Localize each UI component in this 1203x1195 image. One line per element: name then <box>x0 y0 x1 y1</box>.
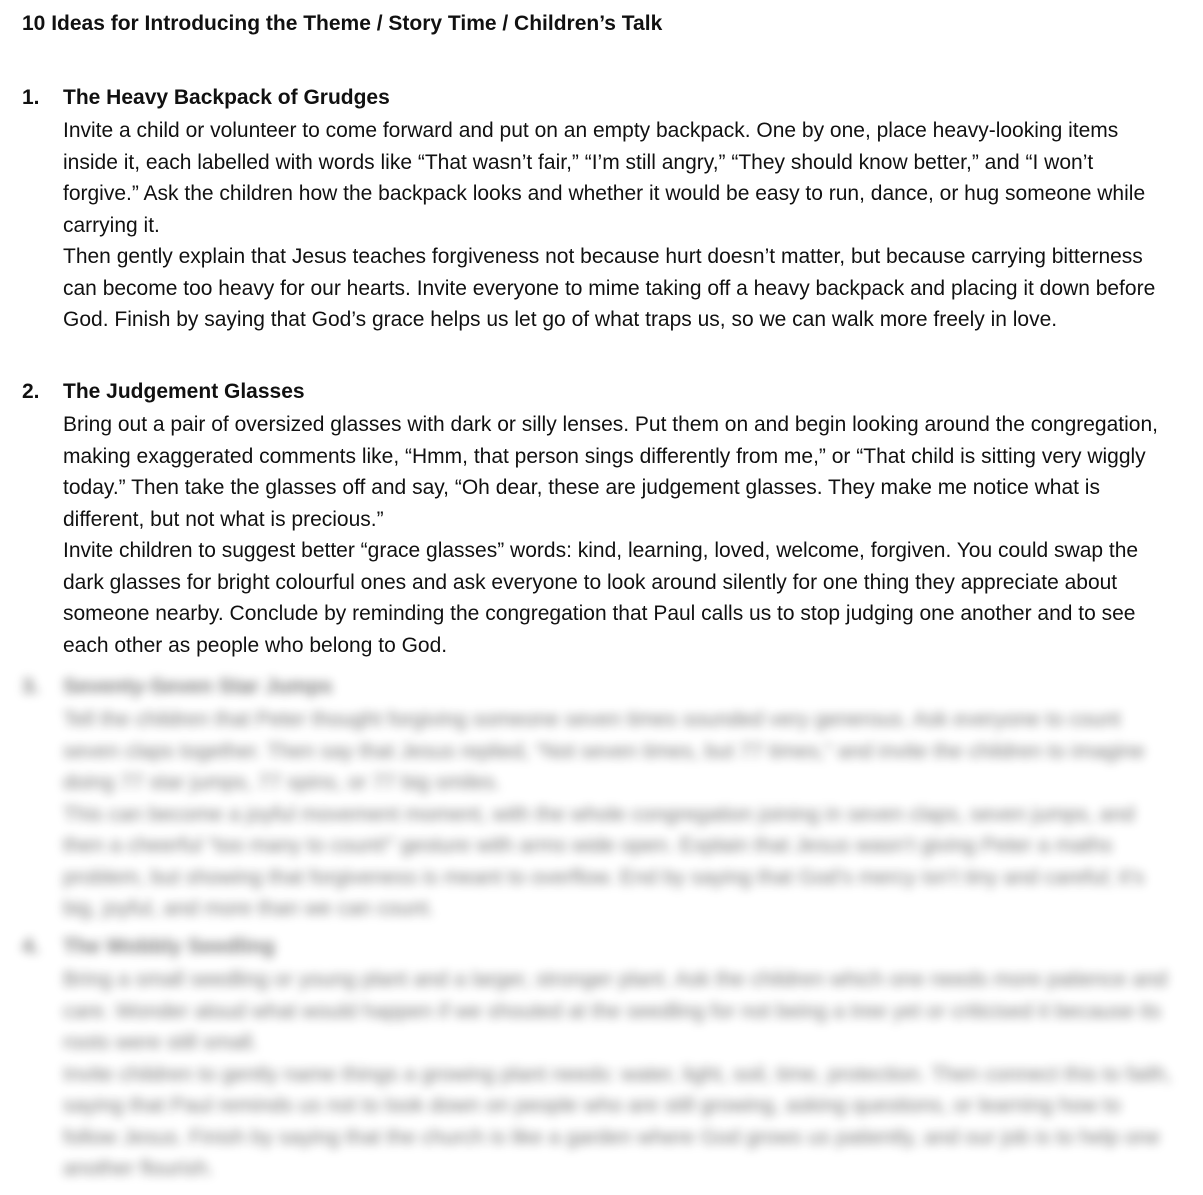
idea-heading-row <box>22 84 1182 115</box>
idea-heading: Seventy-Seven Star Jumps <box>63 675 333 698</box>
idea-item <box>22 378 1182 661</box>
idea-body <box>63 115 1173 336</box>
idea-body <box>63 409 1173 661</box>
idea-paragraph: Bring out a pair of oversized glasses with dark or silly lenses. Put them on and begin looking around the congregation, making exaggerated comments like, “Hmm, that person sings differently from me,” or “That child is sitting very wiggly today.” Then take the glasses off and say, “Oh dear, these are judgement glasses. They make me notice what is different, but not what is precious.” <box>63 413 1158 531</box>
idea-item-blurred <box>22 933 1182 1185</box>
idea-paragraph: Invite children to suggest better “grace glasses” words: kind, learning, loved, welcome, forgiven. You could swap the dark glasses for bright colourful ones and ask everyone to look around silently for one thing they appreciate about someone nearby. Conclude by reminding the congregation that Paul calls us to stop judging one another and to see each other as people who belong to God. <box>63 539 1139 657</box>
idea-number: 3. <box>22 675 40 698</box>
idea-heading: The Heavy Backpack of Grudges <box>63 86 390 109</box>
idea-heading-row <box>22 378 1182 409</box>
idea-number: 2. <box>22 380 40 403</box>
idea-heading-row <box>22 933 1182 964</box>
idea-paragraph: This can become a joyful movement moment, with the whole congregation joining in seven claps, seven jumps, and then a cheerful “too many to count!” gesture with arms wide open. Explain that Jesus wasn’t giving Peter a maths problem, but showing that forgiveness is meant to overflow. End by saying that God’s mercy isn’t tiny and careful; it’s big, joyful, and more than we can count. <box>63 802 1145 920</box>
idea-paragraph: Then gently explain that Jesus teaches forgiveness not because hurt doesn’t matter, but because carrying bitterness can become too heavy for our hearts. Invite everyone to mime taking off a heavy backpack and placing it down before God. Finish by saying that God’s grace helps us let go of what traps us, so we can walk more freely in love. <box>63 245 1156 331</box>
document-title: 10 Ideas for Introducing the Theme / Story Time / Children’s Talk <box>22 12 663 35</box>
idea-paragraph: Invite a child or volunteer to come forward and put on an empty backpack. One by one, place heavy-looking items inside it, each labelled with words like “That wasn’t fair,” “I’m still angry,” “They should know better,” and “I won’t forgive.” Ask the children how the backpack looks and whether it would be easy to run, dance, or hug someone while carrying it. <box>63 119 1146 237</box>
idea-paragraph: Bring a small seedling or young plant and a larger, stronger plant. Ask the children which one needs more patience and care. Wonder aloud what would happen if we shouted at the seedling for not being a tree yet or criticised it because its roots were still small. <box>63 968 1168 1054</box>
idea-item-blurred <box>22 673 1182 925</box>
idea-paragraph: Tell the children that Peter thought forgiving someone seven times sounded very generous. Ask everyone to count seven claps together. Then say that Jesus replied, “Not seven times, but 77 times,” and invite the children to imagine doing 77 star jumps, 77 spins, or 77 big smiles. <box>63 708 1145 794</box>
idea-number: 1. <box>22 86 40 109</box>
idea-number: 4. <box>22 935 40 958</box>
idea-body <box>63 964 1173 1185</box>
idea-heading-row <box>22 673 1182 704</box>
idea-paragraph: Invite children to gently name things a growing plant needs: water, light, soil, time, protection. Then connect this to faith, saying that Paul reminds us not to look down on people who are still growing, asking questions, or learning how to follow Jesus. Finish by saying that the church is like a garden where God grows us patiently, and our job is to help one another flourish. <box>63 1062 1172 1180</box>
idea-item <box>22 84 1182 336</box>
idea-body <box>63 704 1173 925</box>
idea-heading: The Judgement Glasses <box>63 380 305 403</box>
idea-heading: The Wobbly Seedling <box>63 935 275 958</box>
